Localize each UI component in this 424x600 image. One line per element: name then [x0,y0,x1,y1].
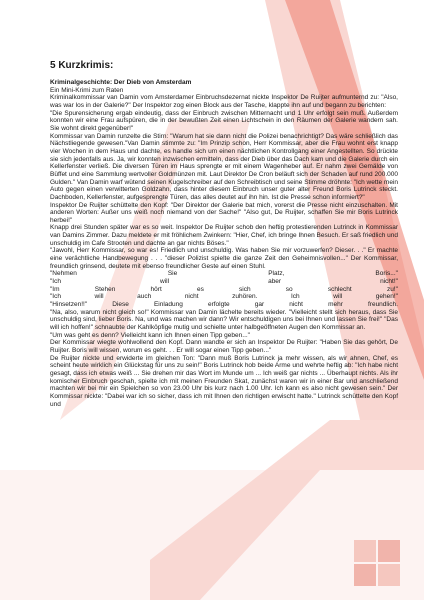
word: "Ich [50,278,61,286]
word: Diese [112,301,129,309]
word: nicht [289,301,303,309]
word: auch [137,293,152,301]
word: nicht!" [380,278,398,286]
dialogue-line [50,278,398,286]
word: will [94,293,104,301]
word: schlecht [327,285,352,293]
word: Platz, [268,270,285,278]
paragraph: De Ruijter nickte und erwiderte im gleichen Ton: "Dann muß Boris Lutrinck ja mehr wissen, als wir ahnen, Chef, es scheint heute wirklich ein Glückstag für uns zu sein!" Boris Lutrinck hob beide Arme und wehrte heftig ab: "Ich habe nicht gesagt, dass ich etwas weiß ... Sie drehen mir das Wort im Munde um ... Ich weiß gar nichts ... Überhaupt nichts. Als ihr komischer Einbruch geschah, spielte ich mit meinen Freunden Skat, zunächst waren wir in einer Bar und anschließend machten wir bei mir ein Spielchen so von 23.00 Uhr bis kurz nach 1.00 Uhr. Ich kann es also nicht gewesen sein." Der Kommissar nickte: "Dabei war ich so sicher, dass ich mit Ihnen den richtigen erwischt hatte." Lutrinck schüttelte den Kopf und [50,354,398,408]
paragraph: "Na, also, warum nicht gleich so!" Kommissar van Damin lächelte bereits wieder. "Vielleicht stellt sich heraus, dass Sie unschuldig sind, lieber Boris. Na, und was machen wir dann? Wir entschuldigen uns bei Ihnen und lassen Sie frei!" "Das will ich hoffen!" schnaubte der Kahlköpfige mutig und schielte unter halbgeöffneten Augen den Kommissar an. [50,308,398,331]
word: will [160,278,170,286]
word: aber [268,278,282,286]
word: "Im [50,285,60,293]
page-heading: 5 Kurzkrimis: [50,60,114,71]
word: will [333,293,343,301]
document-body [50,60,398,408]
word: sich [239,285,251,293]
word: mehr [328,301,343,309]
word: erfolgte [207,301,230,309]
word: hört [150,285,162,293]
word: Boris..." [375,270,398,278]
word: Einladung [153,301,183,309]
dialogue-line [50,293,398,301]
word: "Hinsetzen!!" [50,301,88,309]
word: Stehen [94,285,116,293]
word: so [285,285,293,293]
paragraph: Kommissar van Damin runzelte die Stirn: "Warum hat sie dann nicht die Polizei benachrichtigt? Das wäre schließlich das Nächstliegende gewesen."Van Damin stimmte zu: "Im Prinzip schon, Herr Kommissar, aber die Frau wohnt erst knapp vier Wochen in dem Haus und dachte, es handle sich um einen nächtlichen Kontrollgang einer Angestellten. So drückte sie sich jedenfalls aus. Ja, wir konnten inzwischen ermitteln, dass der Dieb über das Dach kam und die Galerie durch ein Kellerfenster verließ. Die diversen Türen im Haus sprengte er mit einem Wagenheber auf. Er nahm zwei Gemälde von Büffet und eine Sammlung wertvoller Goldmünzen mit. Laut Direktor De Cron beläuft sich der Schaden auf rund 200.000 Gulden." Van Damin warf wütend seinen Kugelschreiber auf den Schreibtisch und seine Stimme dröhnte: "Ich wette mein Auto gegen einen verwitterten Goldzahn, dass hinter diesem Einbruch unser guter alter Freund Boris Lutrinck steckt. Dachboden, Kellerfenster, aufgesprengte Türen, das alles deutet auf ihn hin. Ist die Presse schon informiert?" [50,132,398,201]
word: zuhören. [232,293,258,301]
word: Sie [167,270,178,278]
paragraph: "Die Spurensicherung ergab eindeutig, dass der Einbruch zwischen Mitternacht und 1 Uhr erfolgt sein muß. Außerdem konnten wir eine Frau aufspüren, die in der bewußten Zeit einen Lichtschein in den Räumen der Galerie wandern sah. Sie wohnt direkt gegenüber!" [50,109,398,132]
paragraph: Inspektor De Ruijter schüttelte den Kopf: "Der Direktor der Galerie bat mich, vorerst die Presse nicht einzuschalten. Mit anderen Worten: Außer uns weiß noch niemand von der Sache!" "Also gut, De Ruijter, schaffen Sie mir Boris Lutrinck herbei!" [50,201,398,224]
paragraph: Kriminalkommissar van Damin vom Amsterdamer Einbruchsdezernat nickte Inspektor De Ruijter aufmunternd zu: "Also, was war los in der Galerie?" Der Inspektor zog einen Block aus der Tasche, klappte ihn auf und begann zu berichten: [50,94,398,109]
paragraph: Der Kommissar wiegte wohlwollend den Kopf. Dann wandte er sich an Inspektor De Ruijter: "Haben Sie das gehört, De Ruijter. Boris will wissen, worum es geht. . . Er will sogar einen Tipp geben..." [50,339,398,354]
word: es [196,285,204,293]
dialogue-line [50,301,398,309]
word: gehen!" [375,293,398,301]
word: nicht [184,293,199,301]
word: freundlich. [367,301,398,309]
dialogue-line [50,270,398,278]
word: Ich [290,293,300,301]
paragraph: "Jawohl, Herr Kommissar, so war es! Friedlich und unschuldig. Was haben Sie mir vorzuwerfen? Dieser. . ." Er machte eine verächtliche Handbewegung . . . "dieser Polizist spielte die ganze Zeit den Geheimnisvollen..." Der Kommissar, freundlich grinsend, deutete mit ebenso freundlicher Geste auf einen Stuhl. [50,247,398,270]
dialogue-line [50,286,398,294]
word: zu!" [386,285,398,293]
story-title: Kriminalgeschichte: Der Dieb von Amsterdam [50,79,192,86]
paragraph: Knapp drei Stunden später war es so weit. Inspektor De Ruijter schob den heftig protestierenden Lutrinck in Kommissar van Damins Zimmer. Dazu meldete er mit fröhlichem Zwinkern: "Hier, Chef, ich bringe Ihnen Besuch. Er saß friedlich und unschuldig im Cafe Strooten und dachte an gar nichts Böses." [50,224,398,247]
paragraph: "Um was geht es denn? Vielleicht kann ich Ihnen einen Tipp geben..." [50,331,250,339]
story-subtitle: Ein Mini-Krimi zum Raten [50,86,124,94]
word: "Ich [50,293,61,301]
word: gar [254,301,265,309]
word: "Nehmen [50,270,77,278]
